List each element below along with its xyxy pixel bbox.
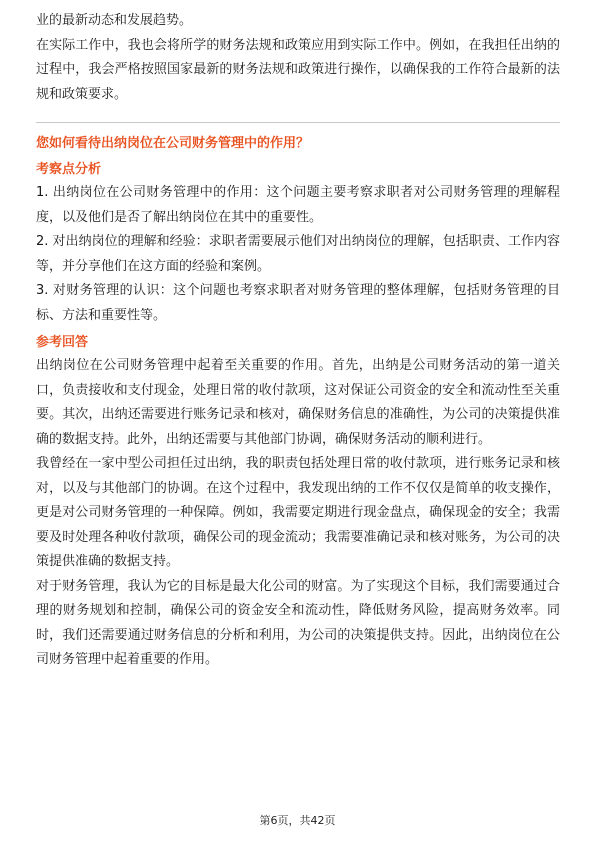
answer-heading: 参考回答 [36, 335, 89, 350]
page-content [36, 9, 560, 673]
answer-paragraph: 我曾经在一家中型公司担任过出纳，我的职责包括处理日常的收付款项，进行账务记录和核对，以及与其他部门的协调。在这个过程中，我发现出纳的工作不仅仅是简单的收支操作，更是对公司财务管理的一种保障。例如，我需要定期进行现金盘点，确保现金的安全；我需要及时处理各种收付款项，确保公司的现金流动；我需要准确记录和核对账务，为公司的决策提供准确的数据支持。 [36, 456, 560, 569]
question-title: 您如何看待出纳岗位在公司财务管理中的作用？ [36, 136, 310, 151]
top-paragraph: 业的最新动态和发展趋势。 [36, 13, 193, 28]
analysis-item: 1. 出纳岗位在公司财务管理中的作用：这个问题主要考察求职者对公司财务管理的理解程度，以及他们是否了解出纳岗位在其中的重要性。 [36, 185, 560, 225]
analysis-item: 2. 对出纳岗位的理解和经验：求职者需要展示他们对出纳岗位的理解，包括职责、工作内容等，并分享他们在这方面的经验和案例。 [36, 234, 560, 274]
top-paragraph: 在实际工作中，我也会将所学的财务法规和政策应用到实际工作中。例如，在我担任出纳的过程中，我会严格按照国家最新的财务法规和政策进行操作，以确保我的工作符合最新的法规和政策要求。 [36, 37, 560, 102]
analysis-heading: 考察点分析 [36, 162, 102, 177]
analysis-item: 3. 对财务管理的认识：这个问题也考察求职者对财务管理的整体理解，包括财务管理的目标、方法和重要性等。 [36, 283, 560, 323]
answer-paragraph: 对于财务管理，我认为它的目标是最大化公司的财富。为了实现这个目标，我们需要通过合理的财务规划和控制，确保公司的资金安全和流动性，降低财务风险，提高财务效率。同时，我们还需要通过财务信息的分析和利用，为公司的决策提供支持。因此，出纳岗位在公司财务管理中起着重要的作用。 [36, 578, 560, 667]
section-divider [36, 122, 560, 123]
page-number: 第6页，共42页 [259, 814, 336, 827]
answer-paragraph: 出纳岗位在公司财务管理中起着至关重要的作用。首先，出纳是公司财务活动的第一道关口，负责接收和支付现金，处理日常的收付款项，这对保证公司资金的安全和流动性至关重要。其次，出纳还需要进行账务记录和核对，确保财务信息的准确性，为公司的决策提供准确的数据支持。此外，出纳还需要与其他部门协调，确保财务活动的顺利进行。 [36, 358, 560, 447]
